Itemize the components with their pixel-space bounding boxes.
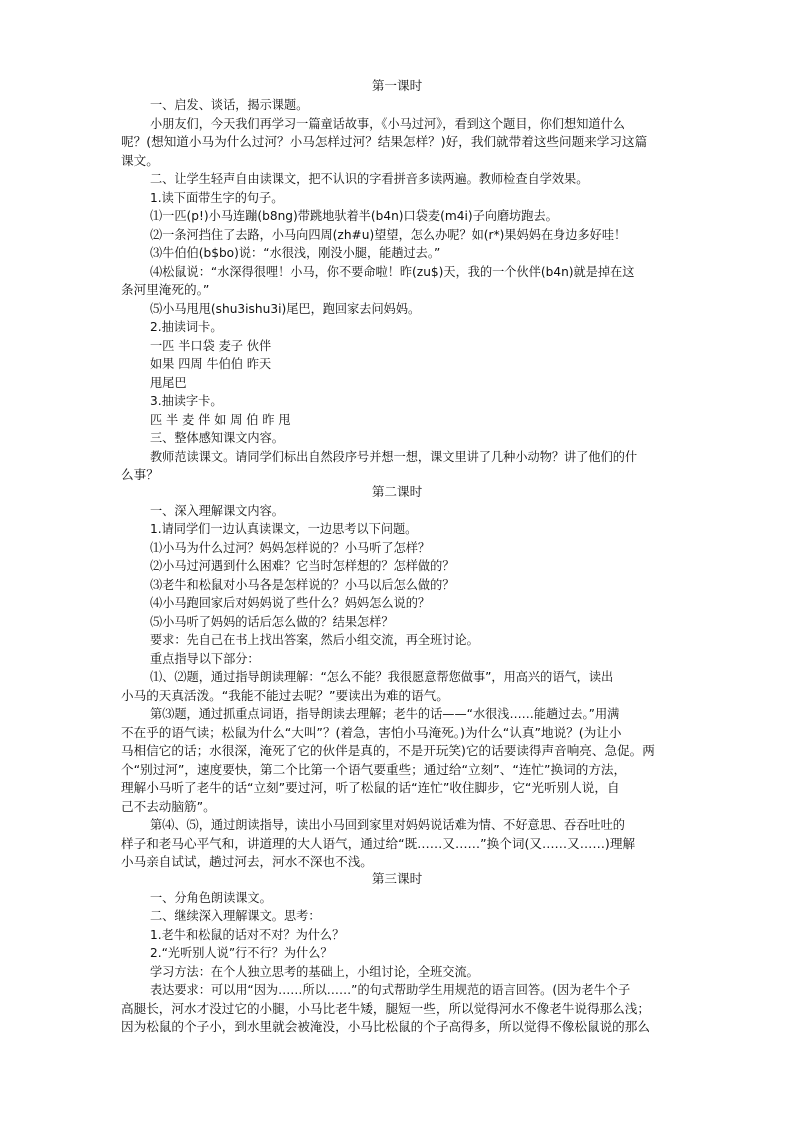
text-line: 样子和老马心平气和，讲道理的大人语气，通过给“既……又……”换个词(又……又……)理解: [121, 836, 636, 851]
text-line: 么事？: [121, 467, 159, 482]
text-line: 三、整体感知课文内容。: [150, 430, 284, 445]
text-line: 2.“光听别人说”行不行？为什么？: [150, 945, 333, 960]
text-line: ⑶老牛和松鼠对小马各是怎样说的？小马以后怎么做的？: [150, 577, 455, 592]
text-line: 理解小马听了老牛的话“立刻”要过河，听了松鼠的话“连忙”收住脚步，它“光听别人说，自: [121, 780, 620, 795]
text-line: 一、分角色朗读课文。: [150, 890, 272, 905]
text-line: ⑴、⑵题，通过指导朗读理解：“怎么不能？我很愿意帮您做事”，用高兴的语气，读出: [150, 669, 614, 684]
text-line: 条河里淹死的。”: [121, 282, 210, 297]
text-line: 3.抽读字卡。: [150, 393, 223, 408]
lesson1-heading: 第一课时: [371, 78, 423, 93]
text-line: 小朋友们，今天我们再学习一篇童话故事，《小马过河》，看到这个题目，你们想知道什么: [150, 116, 625, 131]
text-line: 小马亲自试试，趟过河去，河水不深也不浅。: [121, 854, 373, 869]
text-line: ⑴一匹(p!)小马连蹦(b8ng)带跳地驮着半(b4n)口袋麦(m4i)子向磨坊跑去。: [150, 208, 558, 223]
text-line: 马相信它的话；水很深，淹死了它的伙伴是真的，不是开玩笑)它的话要读得声音响亮、急促。两: [121, 743, 655, 758]
text-line: 一、启发、谈话，揭示课题。: [150, 97, 309, 112]
text-line: 1.老牛和松鼠的话对不对？为什么？: [150, 927, 345, 942]
text-line: 第⑷、⑸，通过朗读指导，读出小马回到家里对妈妈说话难为情、不好意思、吞吞吐吐的: [150, 817, 625, 832]
text-line: 匹 半 麦 伴 如 周 伯 昨 甩: [150, 412, 291, 427]
text-line: 二、让学生轻声自由读课文，把不认识的字看拼音多读两遍。教师检查自学效果。: [150, 171, 589, 186]
text-line: 2.抽读词卡。: [150, 319, 223, 334]
lesson3-heading: 第三课时: [371, 871, 423, 886]
text-line: 一匹 半口袋 麦子 伙伴: [150, 338, 272, 353]
text-line: 如果 四周 牛伯伯 昨天: [150, 356, 272, 371]
text-line: 1.读下面带生字的句子。: [150, 190, 284, 205]
text-line: ⑴小马为什么过河？妈妈怎样说的？小马听了怎样？: [150, 540, 431, 555]
text-line: ⑶牛伯伯(b$bo)说：“水很浅，刚没小腿，能趟过去。”: [150, 245, 441, 260]
text-line: ⑵小马过河遇到什么困难？它当时怎样想的？怎样做的？: [150, 558, 455, 573]
text-line: 小马的天真活泼。“我能不能过去呢？”要读出为难的语气。: [121, 688, 449, 703]
text-line: ⑵一条河挡住了去路，小马向四周(zh#u)望望，怎么办呢？如(r*)果妈妈在身边多好哇！: [150, 227, 627, 242]
text-line: 一、深入理解课文内容。: [150, 503, 284, 518]
text-line: 二、继续深入理解课文。思考：: [150, 908, 321, 923]
text-line: 甩尾巴: [150, 375, 187, 390]
text-line: ⑸小马甩甩(shu3ishu3i)尾巴，跑回家去问妈妈。: [150, 301, 421, 316]
text-line: 不在乎的语气读；松鼠为什么“大叫”？(着急，害怕小马淹死。)为什么“认真”地说？(为让小: [121, 725, 622, 740]
text-line: 个“别过河”，速度要快，第二个比第一个语气要重些；通过给“立刻”、“连忙”换词的方法，: [121, 762, 627, 777]
text-line: 要求：先自己在书上找出答案，然后小组交流，再全班讨论。: [150, 632, 479, 647]
text-line: 第⑶题，通过抓重点词语，指导朗读去理解；老牛的话——“水很浅……能趟过去。”用满: [150, 706, 620, 721]
text-line: 因为松鼠的个子小，到水里就会被淹没，小马比松鼠的个子高得多，所以觉得不像松鼠说的那么: [121, 1019, 650, 1034]
text-line: 呢？(想知道小马为什么过河？小马怎样过河？结果怎样？)好，我们就带着这些问题来学习这篇: [121, 134, 648, 149]
lesson2-heading: 第二课时: [371, 484, 423, 499]
text-line: 学习方法：在个人独立思考的基础上，小组讨论，全班交流。: [150, 964, 479, 979]
text-line: 1.请同学们一边认真读课文，一边思考以下问题。: [150, 521, 418, 536]
text-line: ⑷松鼠说：“水深得很哩！小马，你不要命啦！昨(zu$)天，我的一个伙伴(b4n)就是掉在这: [150, 264, 635, 279]
text-line: 课文。: [121, 153, 159, 168]
text-line: ⑸小马听了妈妈的话后怎么做的？结果怎样？: [150, 614, 394, 629]
text-line: 表达要求：可以用“因为……所以……”的句式帮助学生用规范的语言回答。(因为老牛个子: [150, 982, 631, 997]
text-line: ⑷小马跑回家后对妈妈说了些什么？妈妈怎么说的？: [150, 595, 431, 610]
text-line: 己不去动脑筋”。: [121, 799, 216, 814]
text-line: 教师范读课文。请同学们标出自然段序号并想一想，课文里讲了几种小动物？讲了他们的什: [150, 449, 638, 464]
text-line: 高腿长，河水才没过它的小腿，小马比老牛矮，腿短一些，所以觉得河水不像老牛说得那么浅；: [121, 1001, 650, 1016]
text-line: 重点指导以下部分：: [150, 651, 260, 666]
